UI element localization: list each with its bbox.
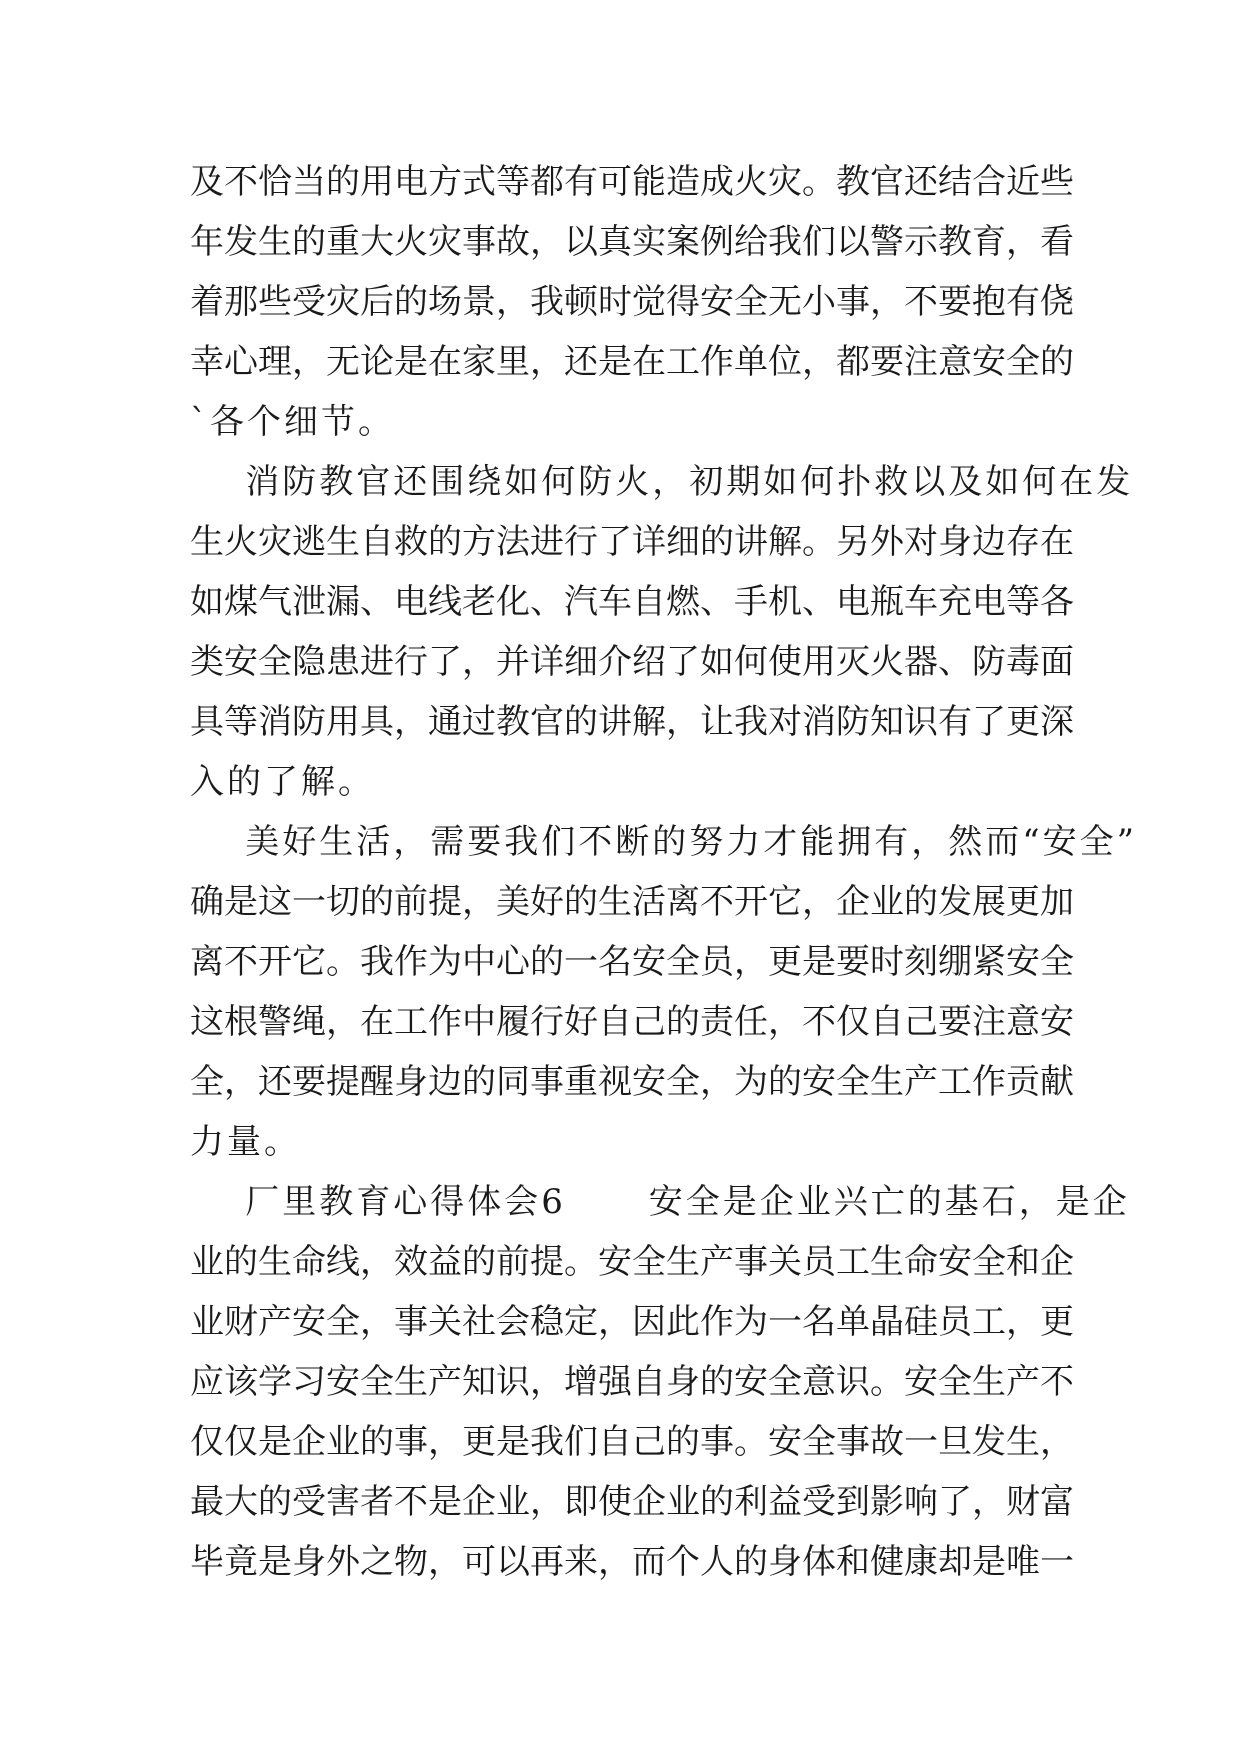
text-line: 全，还要提醒身边的同事重视安全，为的安全生产工作贡献 bbox=[190, 1062, 1074, 1102]
section-heading-line: 厂里教育心得体会6 安全是企业兴亡的基石，是企 bbox=[190, 1182, 1130, 1222]
text-line: 毕竟是身外之物，可以再来，而个人的身体和健康却是唯一 bbox=[190, 1542, 1074, 1582]
text-line: 生火灾逃生自救的方法进行了详细的讲解。另外对身边存在 bbox=[190, 522, 1074, 562]
text-line: 仅仅是企业的事，更是我们自己的事。安全事故一旦发生， bbox=[190, 1422, 1074, 1462]
text-line: 如煤气泄漏、电线老化、汽车自燃、手机、电瓶车充电等各 bbox=[190, 582, 1074, 622]
text-line: 力量。 bbox=[190, 1122, 301, 1162]
text-line: 最大的受害者不是企业，即使企业的利益受到影响了，财富 bbox=[190, 1482, 1074, 1522]
text-line: 这根警绳，在工作中履行好自己的责任，不仅自己要注意安 bbox=[190, 1002, 1074, 1042]
text-line: 应该学习安全生产知识，增强自身的安全意识。安全生产不 bbox=[190, 1362, 1074, 1402]
text-line: 类安全隐患进行了，并详细介绍了如何使用灭火器、防毒面 bbox=[190, 642, 1074, 682]
paragraph-start-line: 消防教官还围绕如何防火，初期如何扑救以及如何在发 bbox=[190, 462, 1134, 502]
text-line: 着那些受灾后的场景，我顿时觉得安全无小事，不要抱有侥 bbox=[190, 282, 1074, 322]
text-line: 具等消防用具，通过教官的讲解，让我对消防知识有了更深 bbox=[190, 702, 1074, 742]
text-line: 幸心理，无论是在家里，还是在工作单位，都要注意安全的 bbox=[190, 342, 1074, 382]
text-line: `各个细节。 bbox=[190, 402, 395, 442]
text-line: 确是这一切的前提，美好的生活离不开它，企业的发展更加 bbox=[190, 882, 1074, 922]
body-text bbox=[190, 152, 1137, 1592]
paragraph-start-line: 美好生活，需要我们不断的努力才能拥有，然而“安全” bbox=[190, 822, 1137, 862]
text-line: 及不恰当的用电方式等都有可能造成火灾。教官还结合近些 bbox=[190, 162, 1074, 202]
text-line: 离不开它。我作为中心的一名安全员，更是要时刻绷紧安全 bbox=[190, 942, 1074, 982]
text-line: 业的生命线，效益的前提。安全生产事关员工生命安全和企 bbox=[190, 1242, 1074, 1282]
text-line: 业财产安全，事关社会稳定，因此作为一名单晶硅员工，更 bbox=[190, 1302, 1074, 1342]
text-line: 入的了解。 bbox=[190, 762, 375, 802]
text-line: 年发生的重大火灾事故，以真实案例给我们以警示教育，看 bbox=[190, 222, 1074, 262]
